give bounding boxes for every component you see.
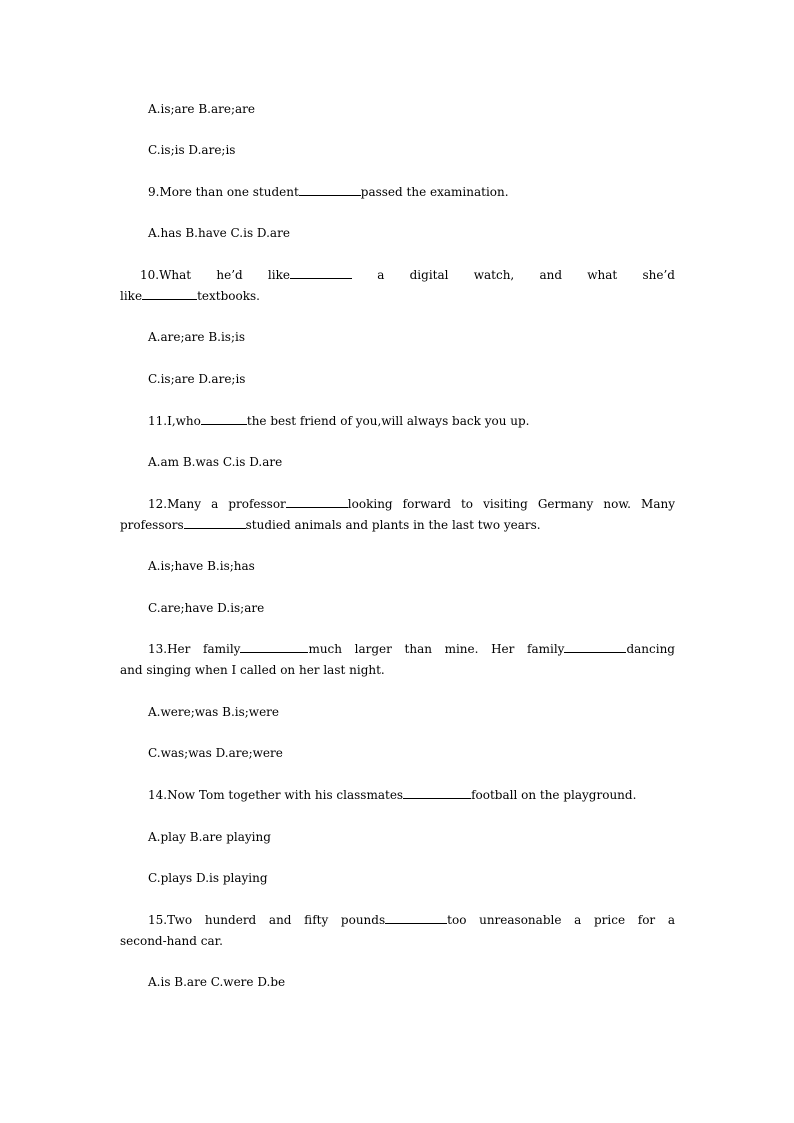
question-13-options bbox=[120, 743, 675, 764]
question-text: passed the examination. bbox=[360, 185, 509, 199]
options-line bbox=[120, 99, 675, 120]
option-text: A.has B.have C.is D.are bbox=[148, 226, 290, 240]
question-text: textbooks. bbox=[197, 289, 260, 303]
answer-blank bbox=[385, 911, 447, 924]
question-text: 13.Her family bbox=[148, 642, 241, 656]
question-14 bbox=[120, 785, 675, 806]
option-text: A.are;are B.is;is bbox=[148, 330, 245, 344]
option-text: C.are;have D.is;are bbox=[148, 601, 265, 615]
question-text: 14.Now Tom together with his classmates bbox=[148, 788, 404, 802]
question-14-options bbox=[120, 827, 675, 848]
question-line: second-hand car. bbox=[120, 934, 223, 948]
question-text: 12.Many a professor bbox=[148, 497, 286, 511]
option-text: C.is;are D.are;is bbox=[148, 372, 246, 386]
option-text: A.play B.are playing bbox=[148, 830, 271, 844]
option-text: A.were;was B.is;were bbox=[148, 705, 280, 719]
question-text: the best friend of you,will always back you up. bbox=[246, 414, 530, 428]
question-text: much larger than mine. Her family bbox=[308, 642, 565, 656]
document-page bbox=[120, 0, 675, 1123]
question-text: professors bbox=[120, 518, 184, 532]
question-12-options bbox=[120, 598, 675, 619]
question-text: too unreasonable a price for a bbox=[447, 913, 676, 927]
question-line bbox=[120, 910, 675, 931]
question-10-options bbox=[120, 369, 675, 390]
question-line bbox=[120, 286, 675, 307]
answer-blank bbox=[286, 495, 348, 508]
answer-blank bbox=[240, 640, 308, 653]
option-text: A.is B.are C.were D.be bbox=[148, 975, 286, 989]
option-text: C.was;was D.are;were bbox=[148, 746, 283, 760]
question-line bbox=[120, 515, 675, 536]
question-text: football on the playground. bbox=[471, 788, 637, 802]
question-10-options bbox=[120, 327, 675, 348]
question-text: studied animals and plants in the last two years. bbox=[245, 518, 541, 532]
option-text: C.is;is D.are;is bbox=[148, 143, 236, 157]
option-text: C.plays D.is playing bbox=[148, 871, 268, 885]
question-13-options bbox=[120, 702, 675, 723]
question-11 bbox=[120, 411, 675, 432]
question-15-options bbox=[120, 972, 675, 993]
question-11-options bbox=[120, 452, 675, 473]
options-line bbox=[120, 140, 675, 161]
question-text: 10.What he’d like bbox=[140, 268, 290, 282]
answer-blank bbox=[184, 516, 246, 529]
question-9 bbox=[120, 182, 675, 203]
answer-blank bbox=[142, 287, 197, 300]
answer-blank bbox=[564, 640, 626, 653]
question-line: and singing when I called on her last night. bbox=[120, 663, 385, 677]
question-13 bbox=[120, 639, 675, 681]
question-line bbox=[120, 265, 675, 286]
question-line bbox=[120, 639, 675, 660]
question-text: 9.More than one student bbox=[148, 185, 299, 199]
question-text: 15.Two hunderd and fifty pounds bbox=[148, 913, 386, 927]
question-12-options bbox=[120, 556, 675, 577]
question-10 bbox=[120, 265, 675, 307]
question-9-options bbox=[120, 223, 675, 244]
answer-blank bbox=[201, 412, 247, 425]
option-text: A.is;have B.is;has bbox=[148, 559, 255, 573]
option-text: A.is;are B.are;are bbox=[148, 102, 255, 116]
option-text: A.am B.was C.is D.are bbox=[148, 455, 283, 469]
question-line bbox=[120, 494, 675, 515]
question-12 bbox=[120, 494, 675, 536]
answer-blank bbox=[299, 183, 361, 196]
question-text: a digital watch, and what she’d bbox=[377, 268, 675, 282]
question-14-options bbox=[120, 868, 675, 889]
question-15 bbox=[120, 910, 675, 952]
answer-blank bbox=[290, 266, 352, 279]
question-text: dancing bbox=[626, 642, 675, 656]
answer-blank bbox=[403, 786, 471, 799]
question-text: 11.I,who bbox=[148, 414, 201, 428]
question-text: looking forward to visiting Germany now. Many bbox=[347, 497, 676, 511]
question-text: like bbox=[120, 289, 143, 303]
